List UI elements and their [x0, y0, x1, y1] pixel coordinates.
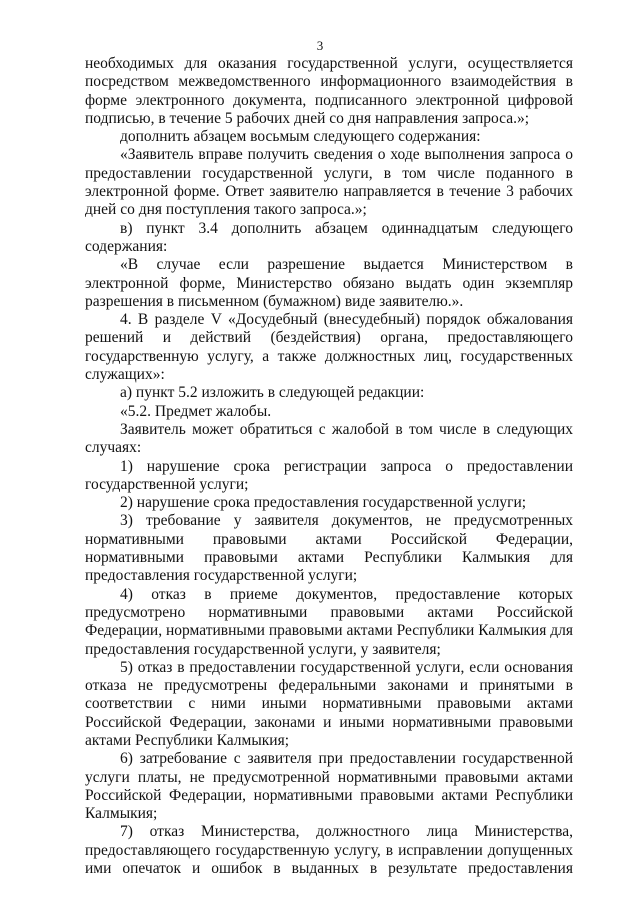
paragraph: дополнить абзацем восьмым следующего содержания: — [120, 128, 481, 146]
paragraph: 1) нарушение срока регистрации запроса о предоставлении государственной услуги; — [85, 457, 573, 493]
paragraph: 5) отказ в предоставлении государственной услуги, если основания отказа не предусмотрены федеральными законами и принятыми в соответствии с ними иными нормативными правовыми актами Российской Федерации, законами и иными нормативными правовыми актами Республики Калмыкия; — [85, 658, 573, 749]
paragraph: 4) отказ в приеме документов, предоставление которых предусмотрено нормативными правовыми актами Российской Федерации, нормативными правовыми актами Республики Калмыкия для предоставления государственной услуги, у заявителя; — [85, 585, 573, 658]
page-number: 3 — [316, 38, 324, 53]
paragraph: необходимых для оказания государственной услуги, осуществляется посредством межведомственного информационного взаимодействия в форме электронного документа, подписанного электронной цифровой подписью, в течение 5 рабочих дней со дня направления запроса.»; — [85, 55, 573, 127]
paragraph: «5.2. Предмет жалобы. — [120, 402, 272, 420]
paragraph: «Заявитель вправе получить сведения о ходе выполнения запроса о предоставлении государственной услуги, в том числе поданного в электронной форме. Ответ заявителю направляется в течение 3 рабочих дней со дня поступления такого запроса.»; — [85, 146, 573, 219]
paragraph: «В случае если разрешение выдается Министерством в электронной форме, Министерство обязано выдать один экземпляр разрешения в письменном (бумажном) виде заявителю.». — [85, 256, 573, 310]
paragraph: Заявитель может обратиться с жалобой в том числе в следующих случаях: — [85, 420, 573, 457]
paragraph: 4. В разделе V «Досудебный (внесудебный) порядок обжалования решений и действий (бездействия) органа, предоставляющего государственную услугу, а также должностных лиц, государственных служащих»: — [85, 311, 573, 384]
paragraph: 3) требование у заявителя документов, не предусмотренных нормативными правовыми актами Российской Федерации, нормативными правовыми актами Республики Калмыкия для предоставления государственной услуги; — [85, 512, 573, 585]
paragraph: 7) отказ Министерства, должностного лица Министерства, предоставляющего государственную услугу, в исправлении допущенных ими опечаток и ошибок в выданных в результате предоставления — [85, 823, 573, 878]
paragraph: 6) затребование с заявителя при предоставлении государственной услуги платы, не предусмотренной нормативными правовыми актами Российской Федерации, нормативными правовыми актами Республики Калмыкия; — [85, 750, 573, 823]
document-body — [85, 55, 573, 878]
paragraph: а) пункт 5.2 изложить в следующей редакции: — [120, 384, 425, 402]
paragraph: в) пункт 3.4 дополнить абзацем одиннадцатым следующего содержания: — [85, 219, 573, 255]
paragraph: 2) нарушение срока предоставления государственной услуги; — [120, 494, 527, 512]
